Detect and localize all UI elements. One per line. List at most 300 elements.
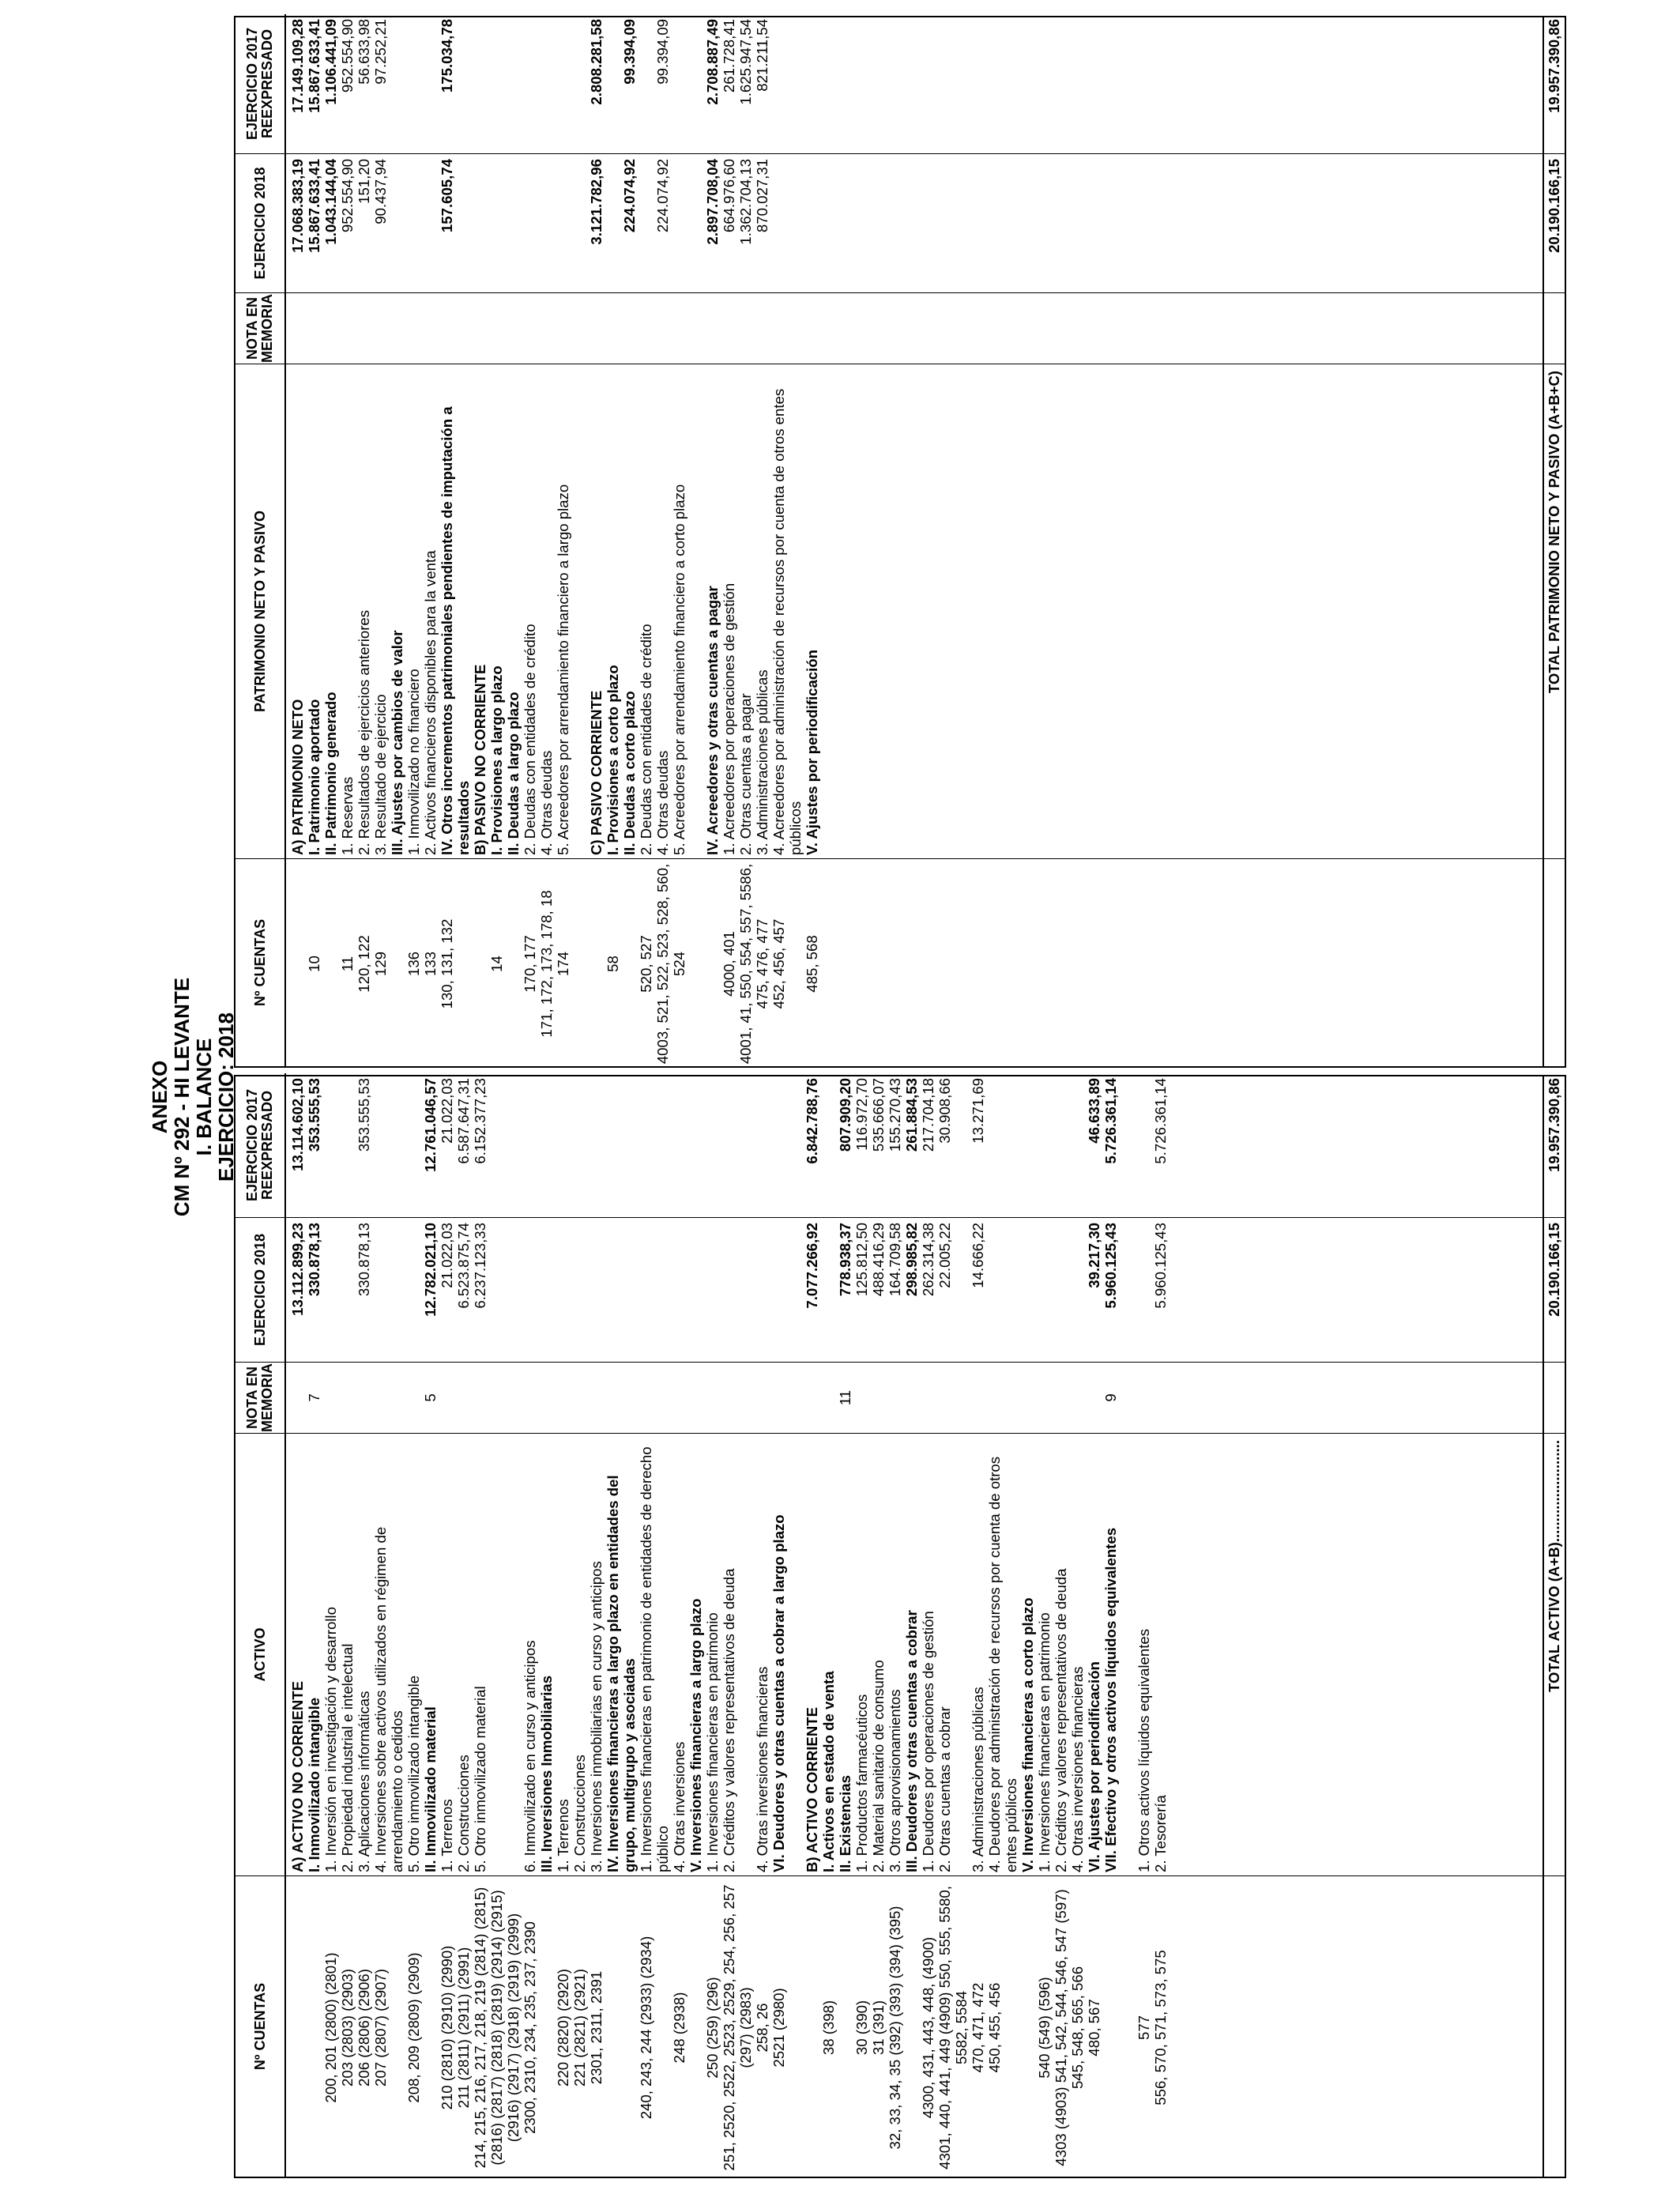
value-2018: 151,20	[356, 159, 372, 204]
value-2018: 330.878,13	[306, 1223, 322, 1297]
memory-note	[439, 1363, 455, 1433]
account-codes	[903, 1876, 920, 2177]
memory-note	[638, 293, 654, 364]
concept-label: 1. Terrenos	[555, 1799, 571, 1872]
doc-annex-title: ANEXO	[148, 1060, 171, 1134]
memory-note	[920, 1363, 936, 1433]
concept-label: B) PASIVO NO CORRIENTE	[472, 664, 488, 855]
value-2017	[671, 1073, 687, 1217]
value-2017: 5.726.361,14	[1102, 1078, 1119, 1164]
value-2017: 155.270,43	[887, 1078, 903, 1152]
concept-label: 2. Deudas con entidades de crédito	[522, 624, 538, 855]
value-2018: 22.005,22	[936, 1223, 953, 1288]
concept-label: 1. Inversiones financieras en patrimonio	[704, 1612, 721, 1872]
account-codes: 221 (2821) (2921)	[571, 1969, 588, 2087]
ejercicio-2017-column	[235, 14, 1565, 154]
value-2018	[605, 154, 621, 292]
account-codes: 32, 33, 34, 35 (392) (393) (394) (395)	[887, 1906, 903, 2150]
value-2017	[1069, 1073, 1086, 1217]
account-codes: 4303 (4903) 541, 542, 544, 546, 547 (597)	[1053, 1889, 1069, 2166]
memory-note	[555, 293, 588, 364]
value-2017: 217.704,18	[920, 1078, 936, 1152]
value-2018	[986, 1218, 1019, 1362]
value-2018	[588, 1218, 605, 1362]
memory-note	[472, 1363, 522, 1433]
account-codes: 258, 26	[754, 2003, 770, 2053]
memory-note	[455, 1363, 472, 1433]
account-codes: 450, 455, 456	[986, 1982, 1003, 2073]
value-2018: 1.362.704,13	[737, 159, 754, 245]
account-codes: 485, 568	[804, 935, 820, 993]
account-codes: 520, 527	[638, 935, 654, 993]
memory-note	[405, 293, 422, 364]
value-2018	[1069, 1218, 1086, 1362]
value-2018: 90.437,94	[372, 159, 389, 224]
value-2018	[488, 154, 505, 292]
total-2017: 19.957.390,86	[1546, 19, 1562, 113]
value-2018	[339, 1218, 356, 1362]
concept-label: III. Ajustes por cambios de valor	[389, 630, 405, 855]
account-codes: 31 (391)	[870, 2000, 887, 2056]
value-2017: 46.633,89	[1086, 1078, 1102, 1144]
value-2018	[638, 1218, 671, 1362]
value-2017: 21.022,03	[439, 1078, 455, 1144]
value-2018: 2.897.708,04	[704, 159, 721, 245]
concept-label: 4. Otras deudas	[538, 750, 555, 855]
concept-label: I. Provisiones a largo plazo	[488, 665, 505, 855]
memory-note	[356, 1363, 372, 1433]
concept-label: 1. Productos farmacéuticos	[853, 1694, 870, 1872]
value-2017	[571, 1073, 588, 1217]
value-2017	[488, 14, 505, 153]
value-2018: 39.217,30	[1086, 1223, 1102, 1288]
value-2018	[555, 1218, 571, 1362]
concept-label: V. Ajustes por periodificación	[804, 649, 820, 855]
account-codes	[472, 859, 488, 1066]
value-2018	[820, 1218, 837, 1362]
account-codes: 220 (2820) (2920)	[555, 1969, 571, 2087]
concept-label: 2. Tesorería	[1152, 1795, 1169, 1872]
value-2017	[638, 1073, 671, 1217]
total-2017: 19.957.390,86	[1546, 1078, 1562, 1172]
concept-label: I. Activos en estado de venta	[820, 1671, 837, 1872]
concept-label: 2. Créditos y valores representativos de deuda	[721, 1568, 737, 1872]
value-2018	[770, 154, 804, 292]
account-codes	[687, 1876, 704, 2177]
account-codes: 133	[422, 951, 439, 977]
value-2017: 261.728,41	[721, 19, 737, 93]
concept-label: 4. Inversiones sobre activos utilizados en régimen de arrendamiento o cedidos	[372, 1526, 405, 1872]
account-codes: 250 (259) (296)	[704, 1977, 721, 2079]
value-2018: 5.960.125,43	[1102, 1223, 1119, 1309]
value-2017	[770, 14, 804, 153]
concept-label: 2. Deudas con entidades de crédito	[638, 624, 654, 855]
account-codes: 4000, 401	[721, 931, 737, 997]
value-2017	[1053, 1073, 1069, 1217]
memory-note	[754, 1363, 770, 1433]
account-codes	[422, 1876, 439, 2177]
value-2017: 99.394,09	[654, 19, 671, 85]
value-2017	[671, 14, 704, 153]
memory-note	[671, 293, 704, 364]
value-2017: 2.808.281,58	[588, 19, 605, 105]
account-codes: 4001, 41, 550, 554, 557, 5586,	[737, 863, 754, 1065]
memory-note	[571, 1363, 588, 1433]
value-2018	[472, 154, 488, 292]
concept-label: 4. Otras inversiones financieras	[1069, 1666, 1086, 1872]
value-2018	[605, 1218, 638, 1362]
account-codes: 470, 471, 472	[970, 1982, 986, 2073]
concept-label: A) ACTIVO NO CORRIENTE	[289, 1680, 306, 1872]
concept-label: IV. Acreedores y otras cuentas a pagar	[704, 586, 721, 855]
concept-label: 1. Otros activos líquidos equivalentes	[1136, 1629, 1152, 1872]
memory-note	[1069, 1363, 1086, 1433]
value-2017: 353.555,53	[306, 1078, 322, 1152]
account-codes	[588, 859, 605, 1066]
value-2017: 15.867.633,41	[306, 19, 322, 113]
value-2017	[522, 1073, 538, 1217]
memory-note	[804, 293, 820, 364]
account-codes: 211 (2811) (2911) (2991)	[455, 1947, 472, 2109]
memory-note	[605, 1363, 638, 1433]
nota-column	[235, 1363, 1565, 1434]
memory-note	[422, 293, 439, 364]
account-codes: 214, 215, 216, 217, 218, 219 (2814) (2815) (2816) (2817) (2818) (2819) (2914) (2915) (2916) (2917) (2918) (2919) (2999)	[472, 1887, 522, 2169]
value-2018	[1019, 1218, 1036, 1362]
total-2018: 20.190.166,15	[1546, 1223, 1562, 1317]
value-2017	[721, 1073, 754, 1217]
concept-label: 4. Otras deudas	[654, 750, 671, 855]
concept-label: 1. Inversiones financieras en patrimonio de entidades de derecho público	[638, 1446, 671, 1872]
account-codes: 4300, 431, 443, 448, (4900)	[920, 1936, 936, 2119]
value-2018: 224.074,92	[621, 159, 638, 233]
account-codes	[837, 1876, 853, 2177]
memory-note	[522, 293, 538, 364]
value-2017: 6.842.788,76	[804, 1078, 820, 1164]
memory-note	[588, 1363, 605, 1433]
account-codes: 248 (2938)	[671, 1992, 687, 2064]
account-codes: 545, 548, 565, 566	[1069, 1966, 1086, 2090]
memory-note	[522, 1363, 538, 1433]
column-header: EJERCICIO 2017 REEXPRESADO	[235, 14, 286, 153]
account-codes: 210 (2810) (2910) (2990)	[439, 1945, 455, 2110]
account-codes: 540 (549) (596)	[1036, 1977, 1053, 2079]
concept-label: 2. Otras cuentas a pagar	[737, 693, 754, 855]
value-2018	[721, 1218, 754, 1362]
account-codes: 200, 201 (2800) (2801)	[322, 1952, 339, 2103]
account-codes: 58	[605, 956, 621, 972]
account-codes	[1019, 1876, 1036, 2177]
memory-note	[721, 1363, 754, 1433]
value-2018	[770, 1218, 804, 1362]
column-header: EJERCICIO 2018	[235, 154, 286, 292]
column-header: EJERCICIO 2018	[235, 1218, 286, 1362]
value-2017: 12.761.046,57	[422, 1078, 439, 1172]
memory-note	[986, 1363, 1019, 1433]
concept-label: 1. Inversión en investigación y desarrollo	[322, 1607, 339, 1872]
concept-label: I. Inmovilizado intangible	[306, 1697, 322, 1872]
concept-label: 5. Acreedores por arrendamiento financiero a corto plazo	[671, 484, 687, 855]
value-2017	[638, 14, 654, 153]
concept-label: III. Inversiones Inmobiliarias	[538, 1675, 555, 1872]
value-2018: 12.782.021,10	[422, 1223, 439, 1317]
value-2018	[1136, 1218, 1152, 1362]
memory-note	[654, 293, 671, 364]
account-codes: 207 (2807) (2907)	[372, 1969, 389, 2087]
value-2018	[505, 154, 522, 292]
account-codes	[289, 1876, 306, 2177]
memory-note	[1136, 1363, 1152, 1433]
value-2018	[754, 1218, 770, 1362]
value-2018	[405, 1218, 422, 1362]
column-header: NOTA EN MEMORIA	[235, 1363, 286, 1433]
concept-label: 2. Propiedad industrial e intelectual	[339, 1643, 356, 1872]
value-2017	[555, 1073, 571, 1217]
account-codes: 2300, 2310, 234, 235, 237, 2390	[522, 1921, 538, 2134]
memory-note	[621, 293, 638, 364]
nota-column	[235, 293, 1565, 364]
concept-label: III. Deudores y otras cuentas a cobrar	[903, 1610, 920, 1872]
memory-note: 7	[306, 1393, 322, 1402]
account-codes: 11	[339, 956, 356, 972]
account-codes: 208, 209 (2809) (2909)	[405, 1952, 422, 2103]
value-2018	[372, 1218, 405, 1362]
value-2018	[322, 1218, 339, 1362]
value-2017	[754, 1073, 770, 1217]
account-codes	[538, 1876, 555, 2177]
memory-note	[754, 293, 770, 364]
memory-note	[439, 293, 472, 364]
doc-center-title: CM Nº 292 - HI LEVANTE	[170, 977, 194, 1217]
memory-note	[505, 293, 522, 364]
memory-note	[887, 1363, 903, 1433]
value-2017: 17.149.109,28	[289, 19, 306, 113]
concept-label: 4. Otras inversiones financieras	[754, 1666, 770, 1872]
value-2018: 14.666,22	[970, 1223, 986, 1288]
value-2018	[671, 154, 704, 292]
memory-note	[372, 1363, 405, 1433]
value-2018	[538, 154, 555, 292]
memory-note	[356, 293, 372, 364]
concept-label: VI. Deudores y otras cuentas a cobrar a largo plazo	[770, 1514, 787, 1872]
memory-note	[804, 1363, 820, 1433]
memory-note	[405, 1363, 422, 1433]
account-codes	[505, 859, 522, 1066]
account-codes	[804, 1876, 820, 2177]
value-2017: 821.211,54	[754, 19, 770, 92]
value-2018: 3.121.782,96	[588, 159, 605, 245]
value-2018: 664.976,60	[721, 159, 737, 233]
account-codes: 10	[306, 956, 322, 972]
value-2017: 1.625.947,54	[737, 19, 754, 105]
account-codes: 452, 456, 457	[770, 918, 787, 1009]
memory-note	[389, 293, 405, 364]
concept-label: 4. Otras inversiones	[671, 1741, 687, 1872]
value-2017	[405, 14, 422, 153]
cuentas-column	[235, 1876, 1565, 2177]
value-2017	[322, 1073, 339, 1217]
memory-note	[289, 1363, 306, 1433]
value-2017	[339, 1073, 356, 1217]
memory-note	[472, 293, 488, 364]
memory-note	[638, 1363, 671, 1433]
total-row	[1543, 1076, 1565, 2177]
value-2017: 261.884,53	[903, 1078, 920, 1152]
value-2017	[1136, 1073, 1152, 1217]
concept-label: V. Inversiones financieras a largo plazo	[687, 1598, 704, 1872]
concept-label: 2. Construcciones	[571, 1755, 588, 1872]
account-codes: 120, 122	[356, 935, 372, 993]
account-codes	[306, 1876, 322, 2177]
concept-label: 3. Administraciones públicas	[754, 669, 770, 855]
concept-label: I. Patrimonio aportado	[306, 699, 322, 855]
account-codes: 4301, 440, 441, 449 (4909) 550, 555, 5580, 5582, 5584	[936, 1886, 970, 2169]
value-2017	[605, 1073, 638, 1217]
memory-note	[1019, 1363, 1036, 1433]
value-2018	[804, 154, 820, 292]
column-header: PATRIMONIO NETO Y PASIVO	[235, 364, 286, 858]
value-2018	[555, 154, 588, 292]
value-2018: 15.867.633,41	[306, 159, 322, 253]
concept-label: B) ACTIVO CORRIENTE	[804, 1706, 820, 1872]
total-label: TOTAL PATRIMONIO NETO Y PASIVO (A+B+C)	[1546, 371, 1562, 694]
concept-label: 4. Acreedores por administración de recursos por cuenta de otros entes públicos	[770, 388, 804, 855]
value-2018	[571, 1218, 588, 1362]
memory-note	[687, 1363, 704, 1433]
memory-note	[588, 293, 605, 364]
value-2018: 125.812,50	[853, 1223, 870, 1297]
concept-label: 3. Otros aprovisionamientos	[887, 1689, 903, 1872]
concept-label: 2. Construcciones	[455, 1755, 472, 1872]
total-row	[1543, 17, 1565, 1066]
value-2017	[405, 1073, 422, 1217]
account-codes: 2301, 2311, 2391	[588, 1970, 605, 2085]
concept-label: 2. Activos financieros disponibles para la venta	[422, 550, 439, 855]
value-2017: 56.633,98	[356, 19, 372, 85]
account-codes: 251, 2520, 2522, 2523, 2529, 254, 256, 257 (297) (2983)	[721, 1884, 754, 2171]
total-2018: 20.190.166,15	[1546, 159, 1562, 253]
account-codes: 4003, 521, 522, 523, 528, 560,	[654, 863, 671, 1065]
concept-label: 1. Deudores por operaciones de gestión	[920, 1611, 936, 1872]
account-codes: 136	[405, 951, 422, 977]
concept-label: A) PATRIMONIO NETO	[289, 699, 306, 855]
concept-label: 3. Administraciones públicas	[970, 1687, 986, 1872]
value-2018: 778.938,37	[837, 1223, 853, 1297]
memory-note	[605, 293, 621, 364]
concept-label: II. Deudas a largo plazo	[505, 692, 522, 855]
value-2017: 97.252,21	[372, 19, 389, 85]
value-2018: 330.878,13	[356, 1223, 372, 1297]
account-codes: 129	[372, 951, 389, 977]
value-2018	[405, 154, 422, 292]
concept-label: 2. Resultados de ejercicios anteriores	[356, 609, 372, 855]
memory-note	[671, 1363, 687, 1433]
value-2018	[638, 154, 654, 292]
value-2017: 535.666,07	[870, 1078, 887, 1152]
value-2018: 5.960.125,43	[1152, 1223, 1169, 1309]
account-codes: 524	[671, 951, 687, 977]
concept-label: 3. Resultado de ejercicio	[372, 694, 389, 855]
value-2018	[1036, 1218, 1053, 1362]
value-2017: 952.554,90	[339, 19, 356, 93]
memory-note	[870, 1363, 887, 1433]
concept-label: VII. Efectivo y otros activos líquidos equivalentes	[1102, 1527, 1119, 1872]
memory-note	[339, 1363, 356, 1433]
concept-label: II. Deudas a corto plazo	[621, 691, 638, 855]
concept-label: 3. Aplicaciones informáticas	[356, 1691, 372, 1872]
value-2017	[986, 1073, 1019, 1217]
value-2018	[522, 1218, 538, 1362]
concept-label: 1. Terrenos	[439, 1799, 455, 1872]
memory-note	[853, 1363, 870, 1433]
concept-label: 1. Reservas	[339, 776, 356, 855]
account-codes: 206 (2806) (2906)	[356, 1969, 372, 2087]
ejercicio-2018-column	[235, 1218, 1565, 1363]
value-2018: 1.043.144,04	[322, 159, 339, 245]
account-codes: 577	[1136, 2015, 1152, 2041]
concept-label: 5. Otro inmovilizado material	[472, 1686, 488, 1872]
value-2017: 13.271,69	[970, 1078, 986, 1144]
value-2017	[1019, 1073, 1036, 1217]
value-2017: 30.908,66	[936, 1078, 953, 1144]
concept-label: IV. Otros incrementos patrimoniales pendientes de imputación a resultados	[439, 406, 472, 855]
memory-note	[555, 1363, 571, 1433]
doc-year-title: EJERCICIO: 2018	[214, 1012, 238, 1182]
memory-note	[704, 1363, 721, 1433]
value-2018: 224.074,92	[654, 159, 671, 233]
memory-note	[970, 1363, 986, 1433]
concept-label: 5. Acreedores por arrendamiento financiero a largo plazo	[555, 484, 571, 855]
concept-label: 1. Acreedores por operaciones de gestión	[721, 582, 737, 855]
account-codes: 171, 172, 173, 178, 18	[538, 890, 555, 1038]
value-2017: 6.587.647,31	[455, 1078, 472, 1164]
value-2017	[389, 14, 405, 153]
doc-section-title: I. BALANCE	[192, 1038, 216, 1156]
memory-note	[1036, 1363, 1053, 1433]
concept-label: II. Inmovilizado material	[422, 1706, 439, 1872]
account-codes: 30 (390)	[853, 2000, 870, 2056]
account-codes: 240, 243, 244 (2933) (2934)	[638, 1936, 654, 2120]
value-2018: 488.416,29	[870, 1223, 887, 1297]
memory-note	[322, 1363, 339, 1433]
ejercicio-2018-column	[235, 154, 1565, 293]
column-header: NOTA EN MEMORIA	[235, 293, 286, 364]
value-2018: 870.027,31	[754, 159, 770, 233]
memory-note	[538, 1363, 555, 1433]
activo-table	[234, 1075, 1566, 2178]
concepto-column	[235, 1434, 1565, 1876]
value-2017	[372, 1073, 405, 1217]
concept-label: I. Provisiones a corto plazo	[605, 665, 621, 855]
account-codes: 480, 567	[1086, 1999, 1102, 2056]
value-2018	[1053, 1218, 1069, 1362]
value-2017	[588, 1073, 605, 1217]
memory-note	[770, 1363, 804, 1433]
value-2017: 2.708.887,49	[704, 19, 721, 105]
concept-label: 1. Inmovilizado no financiero	[405, 669, 422, 855]
value-2017: 116.972,70	[853, 1078, 870, 1151]
value-2018: 17.068.383,19	[289, 159, 306, 253]
value-2017: 5.726.361,14	[1152, 1078, 1169, 1164]
concept-label: II. Existencias	[837, 1775, 853, 1872]
concept-label: V. Inversiones financieras a corto plazo	[1019, 1597, 1036, 1872]
value-2017	[687, 1073, 704, 1217]
value-2017	[422, 14, 439, 153]
value-2017: 807.909,20	[837, 1078, 853, 1152]
memory-note	[737, 293, 754, 364]
value-2017	[505, 14, 522, 153]
value-2018: 164.709,58	[887, 1223, 903, 1297]
